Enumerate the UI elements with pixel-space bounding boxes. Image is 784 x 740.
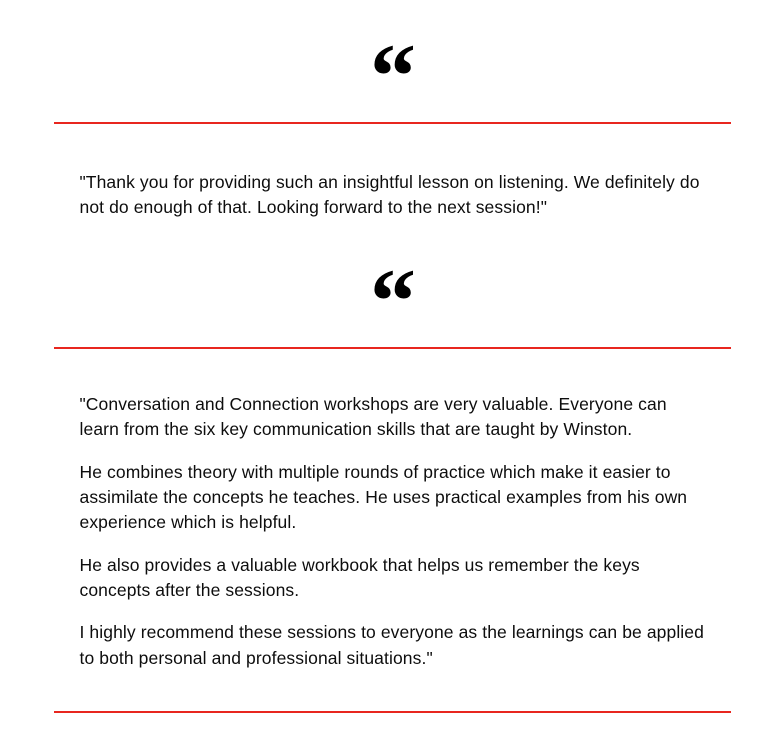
testimonial-block-1 bbox=[0, 0, 784, 221]
testimonial-text-1 bbox=[80, 170, 705, 221]
quote-mark-icon: “ bbox=[370, 25, 414, 127]
testimonial-paragraph: He also provides a valuable workbook that helps us remember the keys concepts after the sessions. bbox=[79, 554, 640, 600]
divider-rule-bottom bbox=[54, 711, 731, 713]
testimonial-paragraph: "Thank you for providing such an insightful lesson on listening. We definitely do not do enough of that. Looking forward to the next session!" bbox=[79, 172, 700, 218]
testimonial-text-2 bbox=[80, 392, 705, 671]
quote-mark-icon: “ bbox=[370, 249, 414, 352]
testimonial-paragraph: He combines theory with multiple rounds of practice which make it easier to assimilate the concepts he teaches. He uses practical examples from his own experience which is helpful. bbox=[79, 461, 688, 533]
testimonial-paragraph: "Conversation and Connection workshops are very valuable. Everyone can learn from the six key communication skills that are taught by Winston. bbox=[79, 393, 667, 440]
testimonial-block-2 bbox=[0, 221, 784, 713]
testimonial-paragraph: I highly recommend these sessions to everyone as the learnings can be applied to both personal and professional situations." bbox=[79, 622, 704, 668]
